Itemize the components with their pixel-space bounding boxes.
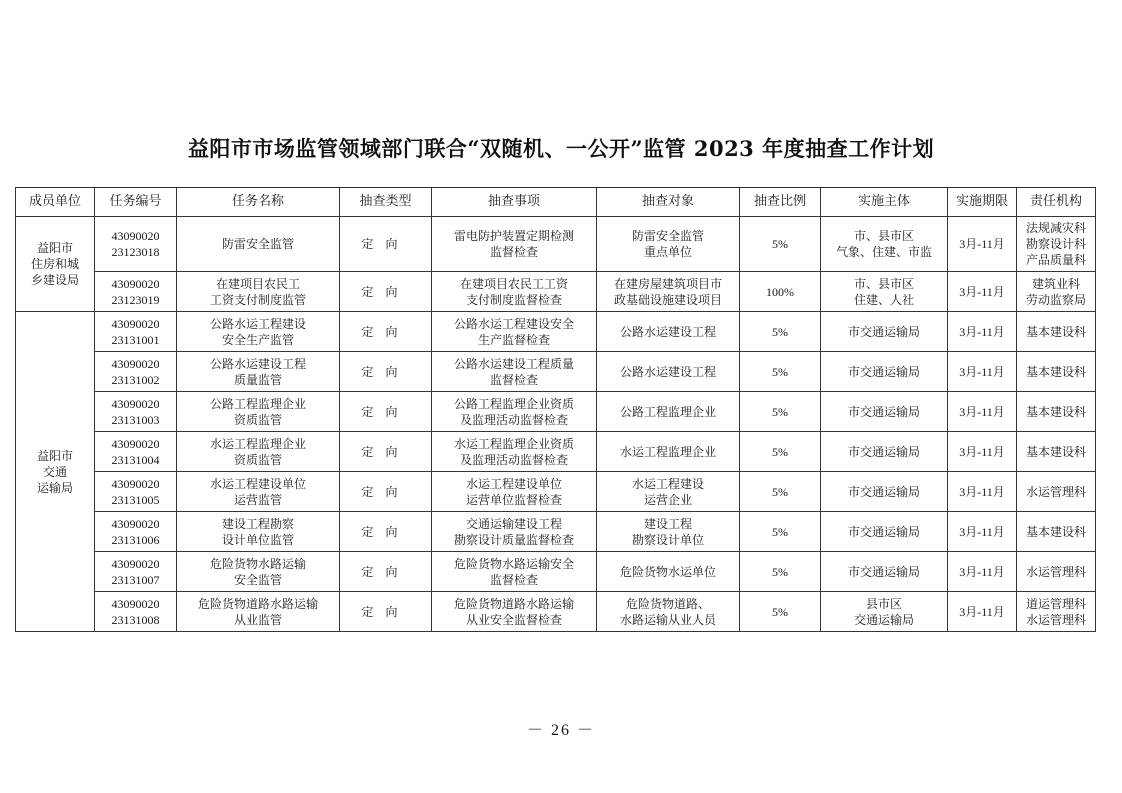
responsible-org: 建筑业科 劳动监察局 xyxy=(1017,272,1096,312)
table-row xyxy=(16,217,1096,272)
check-type: 定向 xyxy=(340,272,432,312)
check-item: 危险货物水路运输安全 监督检查 xyxy=(432,552,597,592)
implementing-body: 县市区 交通运输局 xyxy=(821,592,948,632)
check-item: 水运工程监理企业资质 及监理活动监督检查 xyxy=(432,432,597,472)
check-ratio: 5% xyxy=(740,512,821,552)
task-name: 水运工程建设单位 运营监管 xyxy=(177,472,340,512)
check-type: 定向 xyxy=(340,392,432,432)
check-ratio: 5% xyxy=(740,592,821,632)
check-type: 定向 xyxy=(340,552,432,592)
check-type: 定向 xyxy=(340,592,432,632)
check-item: 危险货物道路水路运输 从业安全监督检查 xyxy=(432,592,597,632)
header-subject: 实施主体 xyxy=(821,188,948,217)
check-ratio: 100% xyxy=(740,272,821,312)
check-object: 建设工程 勘察设计单位 xyxy=(597,512,740,552)
check-type: 定向 xyxy=(340,472,432,512)
task-code: 43090020 23131006 xyxy=(95,512,177,552)
task-name: 危险货物水路运输 安全监管 xyxy=(177,552,340,592)
task-code: 43090020 23131002 xyxy=(95,352,177,392)
check-ratio: 5% xyxy=(740,392,821,432)
check-object: 公路工程监理企业 xyxy=(597,392,740,432)
header-object: 抽查对象 xyxy=(597,188,740,217)
period: 3月-11月 xyxy=(948,217,1017,272)
implementing-body: 市交通运输局 xyxy=(821,352,948,392)
check-item: 公路工程监理企业资质 及监理活动监督检查 xyxy=(432,392,597,432)
responsible-org: 水运管理科 xyxy=(1017,472,1096,512)
implementing-body: 市、县市区 住建、人社 xyxy=(821,272,948,312)
period: 3月-11月 xyxy=(948,472,1017,512)
task-code: 43090020 23131003 xyxy=(95,392,177,432)
implementing-body: 市交通运输局 xyxy=(821,472,948,512)
header-item: 抽查事项 xyxy=(432,188,597,217)
table-row xyxy=(16,392,1096,432)
table-row xyxy=(16,552,1096,592)
implementing-body: 市交通运输局 xyxy=(821,512,948,552)
check-object: 危险货物水运单位 xyxy=(597,552,740,592)
task-code: 43090020 23131008 xyxy=(95,592,177,632)
implementing-body: 市交通运输局 xyxy=(821,392,948,432)
period: 3月-11月 xyxy=(948,312,1017,352)
check-ratio: 5% xyxy=(740,432,821,472)
table-row xyxy=(16,312,1096,352)
period: 3月-11月 xyxy=(948,432,1017,472)
check-item: 交通运输建设工程 勘察设计质量监督检查 xyxy=(432,512,597,552)
table-row xyxy=(16,472,1096,512)
check-ratio: 5% xyxy=(740,352,821,392)
period: 3月-11月 xyxy=(948,272,1017,312)
header-ratio: 抽查比例 xyxy=(740,188,821,217)
check-item: 公路水运建设工程质量 监督检查 xyxy=(432,352,597,392)
table-row xyxy=(16,512,1096,552)
table-row xyxy=(16,352,1096,392)
plan-table xyxy=(15,187,1096,632)
check-item: 水运工程建设单位 运营单位监督检查 xyxy=(432,472,597,512)
period: 3月-11月 xyxy=(948,592,1017,632)
task-name: 在建项目农民工 工资支付制度监管 xyxy=(177,272,340,312)
check-object: 水运工程监理企业 xyxy=(597,432,740,472)
period: 3月-11月 xyxy=(948,392,1017,432)
check-object: 危险货物道路、 水路运输从业人员 xyxy=(597,592,740,632)
check-object: 防雷安全监管 重点单位 xyxy=(597,217,740,272)
responsible-org: 基本建设科 xyxy=(1017,432,1096,472)
check-item: 在建项目农民工工资 支付制度监督检查 xyxy=(432,272,597,312)
header-org: 责任机构 xyxy=(1017,188,1096,217)
task-name: 防雷安全监管 xyxy=(177,217,340,272)
period: 3月-11月 xyxy=(948,352,1017,392)
responsible-org: 基本建设科 xyxy=(1017,352,1096,392)
header-code: 任务编号 xyxy=(95,188,177,217)
implementing-body: 市、县市区 气象、住建、市监 xyxy=(821,217,948,272)
header-unit: 成员单位 xyxy=(16,188,95,217)
task-code: 43090020 23131007 xyxy=(95,552,177,592)
task-code: 43090020 23123019 xyxy=(95,272,177,312)
implementing-body: 市交通运输局 xyxy=(821,552,948,592)
member-unit-housing: 益阳市 住房和城 乡建设局 xyxy=(16,217,95,312)
task-name: 公路工程监理企业 资质监管 xyxy=(177,392,340,432)
task-name: 危险货物道路水路运输 从业监管 xyxy=(177,592,340,632)
header-type: 抽查类型 xyxy=(340,188,432,217)
header-period: 实施期限 xyxy=(948,188,1017,217)
check-object: 在建房屋建筑项目市 政基础设施建设项目 xyxy=(597,272,740,312)
implementing-body: 市交通运输局 xyxy=(821,432,948,472)
check-object: 公路水运建设工程 xyxy=(597,352,740,392)
implementing-body: 市交通运输局 xyxy=(821,312,948,352)
task-code: 43090020 23131005 xyxy=(95,472,177,512)
responsible-org: 水运管理科 xyxy=(1017,552,1096,592)
period: 3月-11月 xyxy=(948,512,1017,552)
check-ratio: 5% xyxy=(740,312,821,352)
task-code: 43090020 23131001 xyxy=(95,312,177,352)
responsible-org: 基本建设科 xyxy=(1017,312,1096,352)
check-type: 定向 xyxy=(340,217,432,272)
responsible-org: 基本建设科 xyxy=(1017,392,1096,432)
table-row xyxy=(16,592,1096,632)
check-item: 雷电防护装置定期检测 监督检查 xyxy=(432,217,597,272)
task-name: 公路水运建设工程 质量监管 xyxy=(177,352,340,392)
task-name: 水运工程监理企业 资质监管 xyxy=(177,432,340,472)
table-header-row xyxy=(16,188,1096,217)
table-row xyxy=(16,432,1096,472)
check-type: 定向 xyxy=(340,432,432,472)
check-item: 公路水运工程建设安全 生产监督检查 xyxy=(432,312,597,352)
task-code: 43090020 23131004 xyxy=(95,432,177,472)
page-number: － 26 － xyxy=(526,722,595,739)
header-name: 任务名称 xyxy=(177,188,340,217)
table-row xyxy=(16,272,1096,312)
check-object: 水运工程建设 运营企业 xyxy=(597,472,740,512)
task-name: 建设工程勘察 设计单位监管 xyxy=(177,512,340,552)
document-title: 益阳市市场监管领域部门联合“双随机、一公开”监管 2023 年度抽查工作计划 xyxy=(187,136,935,161)
task-name: 公路水运工程建设 安全生产监管 xyxy=(177,312,340,352)
member-unit-transport: 益阳市 交通 运输局 xyxy=(16,312,95,632)
task-code: 43090020 23123018 xyxy=(95,217,177,272)
check-type: 定向 xyxy=(340,512,432,552)
check-ratio: 5% xyxy=(740,217,821,272)
check-object: 公路水运建设工程 xyxy=(597,312,740,352)
responsible-org: 法规减灾科 勘察设计科 产品质量科 xyxy=(1017,217,1096,272)
check-type: 定向 xyxy=(340,312,432,352)
check-type: 定向 xyxy=(340,352,432,392)
check-ratio: 5% xyxy=(740,472,821,512)
check-ratio: 5% xyxy=(740,552,821,592)
period: 3月-11月 xyxy=(948,552,1017,592)
responsible-org: 道运管理科 水运管理科 xyxy=(1017,592,1096,632)
responsible-org: 基本建设科 xyxy=(1017,512,1096,552)
